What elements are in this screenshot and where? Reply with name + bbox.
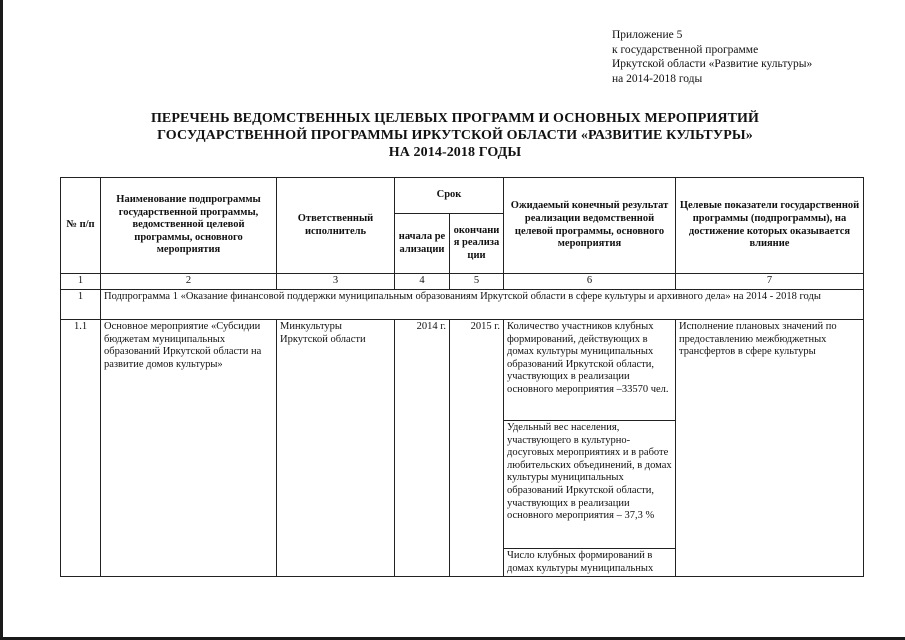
row-indicator: Исполнение плановых значений по предоставлению межбюджетных трансфертов в сфере культуры xyxy=(676,320,864,577)
row-result-2: Удельный вес населения, участвующего в культурно-досуговых мероприятиях и в работе любительских объединений, в домах культуры муниципальных образований Иркутской области, участвующих в реализации основного мероприятия – 37,3 % xyxy=(504,421,676,549)
title-line-1: ПЕРЕЧЕНЬ ВЕДОМСТВЕННЫХ ЦЕЛЕВЫХ ПРОГРАММ И ОСНОВНЫХ МЕРОПРИЯТИЙ xyxy=(150,111,760,126)
row-name: Основное мероприятие «Субсидии бюджетам муниципальных образований Иркутской области на развитие домов культуры» xyxy=(101,320,277,577)
header-term: Срок xyxy=(395,178,504,214)
subprogram-num: 1 xyxy=(61,290,101,320)
scan-left-edge xyxy=(0,0,3,640)
appendix-line-3: Иркутской области «Развитие культуры» xyxy=(612,58,813,70)
column-number: 5 xyxy=(450,274,504,290)
header-indicators: Целевые показатели государственной программы (подпрограммы), на достижение которых оказывается влияние xyxy=(676,178,864,274)
row-end: 2015 г. xyxy=(450,320,504,577)
subprogram-row xyxy=(61,290,864,320)
document-title xyxy=(60,110,850,161)
header-row-1 xyxy=(61,178,864,214)
column-number-row xyxy=(61,274,864,290)
row-num: 1.1 xyxy=(61,320,101,577)
column-number: 4 xyxy=(395,274,450,290)
row-start: 2014 г. xyxy=(395,320,450,577)
row-result-3: Число клубных формирований в домах культуры муниципальных xyxy=(504,549,676,577)
column-number: 7 xyxy=(676,274,864,290)
header-end: окончания реализации xyxy=(450,214,504,274)
column-number: 3 xyxy=(277,274,395,290)
header-name: Наименование подпрограммы государственной программы, ведомственной целевой программы, основного мероприятия xyxy=(101,178,277,274)
appendix-line-4: на 2014-2018 годы xyxy=(612,72,703,85)
title-line-2: ГОСУДАРСТВЕННОЙ ПРОГРАММЫ ИРКУТСКОЙ ОБЛАСТИ «РАЗВИТИЕ КУЛЬТУРЫ» xyxy=(157,128,753,143)
programs-table xyxy=(60,177,864,577)
row-result-1: Количество участников клубных формирований, действующих в домах культуры муниципальных образований Иркутской области, участвующих в реализации основного мероприятия –33570 чел. xyxy=(504,320,676,421)
appendix-line-1: Приложение 5 xyxy=(612,29,683,41)
header-executor: Ответственный исполнитель xyxy=(277,178,395,274)
title-line-3: НА 2014-2018 ГОДЫ xyxy=(388,145,522,160)
header-start: начала реализации xyxy=(395,214,450,274)
appendix-line-2: к государственной программе xyxy=(612,43,759,56)
header-result: Ожидаемый конечный результат реализации ведомственной целевой программы, основного мероприятия xyxy=(504,178,676,274)
column-number: 6 xyxy=(504,274,676,290)
column-number: 1 xyxy=(61,274,101,290)
subprogram-title: Подпрограмма 1 «Оказание финансовой поддержки муниципальным образованиям Иркутской области в сфере культуры и архивного дела» на 2014 - 2018 годы xyxy=(101,290,864,320)
appendix-note xyxy=(612,28,812,86)
row-executor: Минкультуры Иркутской области xyxy=(277,320,395,577)
column-number: 2 xyxy=(101,274,277,290)
table-row xyxy=(61,320,864,421)
header-num: № п/п xyxy=(61,178,101,274)
